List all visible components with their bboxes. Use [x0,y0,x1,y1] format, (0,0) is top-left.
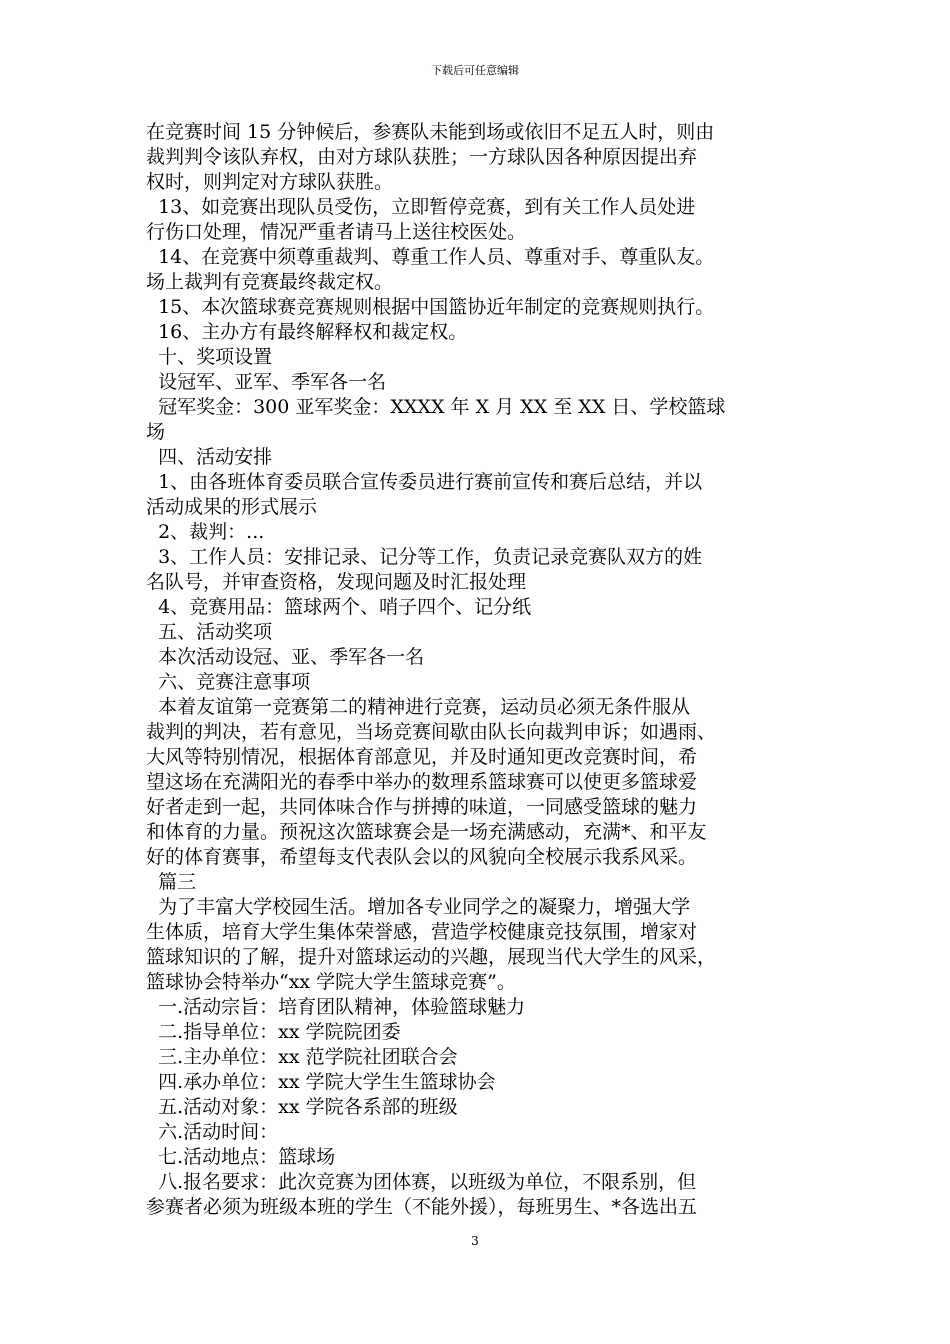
text-line: 十、奖项设置 [146,346,273,368]
text-line: 八.报名要求：此次竞赛为团体赛，以班级为单位，不限系别，但 [146,1171,697,1193]
text-line: 二.指导单位：xx 学院院团委 [146,1021,401,1043]
text-line: 望这场在充满阳光的春季中举办的数理系篮球赛可以使更多篮球爱 [146,771,698,793]
text-line: 1、由各班体育委员联合宣传委员进行赛前宣传和赛后总结，并以 [146,471,703,493]
text-line: 裁判的判决，若有意见，当场竞赛间歇由队长向裁判申诉；如遇雨、 [146,721,717,743]
text-line: 15、本次篮球赛竞赛规则根据中国篮协近年制定的竞赛规则执行。 [146,296,715,318]
text-line: 裁判判令该队弃权，由对方球队获胜；一方球队因各种原因提出弃 [146,146,698,168]
text-line: 大风等特别情况，根据体育部意见，并及时通知更改竞赛时间，希 [146,746,698,768]
text-line: 篇三 [146,871,197,893]
document-body [146,120,816,1220]
text-line: 冠军奖金：300 亚军奖金：XXXX 年 X 月 XX 至 XX 日、学校篮球 [146,396,726,418]
text-line: 行伤口处理，情况严重者请马上送往校医处。 [146,221,527,243]
text-line: 篮球知识的了解，提升对篮球运动的兴趣，展现当代大学生的风采， [146,946,717,968]
text-line: 五、活动奖项 [146,621,273,643]
text-line: 本着友谊第一竞赛第二的精神进行竞赛，运动员必须无条件服从 [146,696,691,718]
text-line: 14、在竞赛中须尊重裁判、尊重工作人员、尊重对手、尊重队友。 [146,246,715,268]
text-line: 场 [146,421,166,443]
text-line: 场上裁判有竞赛最终裁定权。 [146,271,394,293]
text-line: 为了丰富大学校园生活。增加各专业同学之的凝聚力，增强大学 [146,896,691,918]
text-line: 13、如竞赛出现队员受伤，立即暂停竞赛，到有关工作人员处进 [146,196,696,218]
text-line: 五.活动对象：xx 学院各系部的班级 [146,1096,458,1118]
text-line: 六.活动时间： [146,1121,279,1143]
text-line: 好者走到一起，共同体味合作与拼搏的味道，一同感受篮球的魅力 [146,796,698,818]
text-line: 篮球协会特举办“xx 学院大学生篮球竞赛”。 [146,971,516,993]
text-line: 生体质，培育大学生集体荣誉感，营造学校健康竞技氛围，增家对 [146,921,698,943]
text-line: 2、裁判：... [146,521,265,543]
text-line: 名队号，并审查资格，发现问题及时汇报处理 [146,571,527,593]
text-line: 四、活动安排 [146,446,273,468]
text-line: 在竞赛时间 15 分钟候后，参赛队未能到场或依旧不足五人时，则由 [146,121,715,143]
text-line: 一.活动宗旨：培育团队精神，体验篮球魅力 [146,996,526,1018]
text-line: 3、工作人员：安排记录、记分等工作，负责记录竞赛队双方的姓 [146,546,703,568]
text-line: 三.主办单位：xx 范学院社团联合会 [146,1046,458,1068]
text-line: 设冠军、亚军、季军各一名 [146,371,387,393]
page-header: 下载后可任意编辑 [431,64,519,77]
page-number: 3 [471,1234,479,1248]
text-line: 活动成果的形式展示 [146,496,318,518]
text-line: 和体育的力量。预祝这次篮球赛会是一场充满感动，充满*、和平友 [146,821,707,843]
text-line: 四.承办单位：xx 学院大学生生篮球协会 [146,1071,496,1093]
text-line: 七.活动地点：篮球场 [146,1146,336,1168]
text-line: 16、主办方有最终解释权和裁定权。 [146,321,468,343]
text-line: 参赛者必须为班级本班的学生（不能外援），每班男生、*各选出五 [146,1196,698,1218]
text-line: 权时，则判定对方球队获胜。 [146,171,394,193]
text-line: 好的体育赛事，希望每支代表队会以的风貌向全校展示我系风采。 [146,846,698,868]
text-line: 六、竞赛注意事项 [146,671,311,693]
text-line: 4、竞赛用品：篮球两个、哨子四个、记分纸 [146,596,532,618]
text-line: 本次活动设冠、亚、季军各一名 [146,646,425,668]
